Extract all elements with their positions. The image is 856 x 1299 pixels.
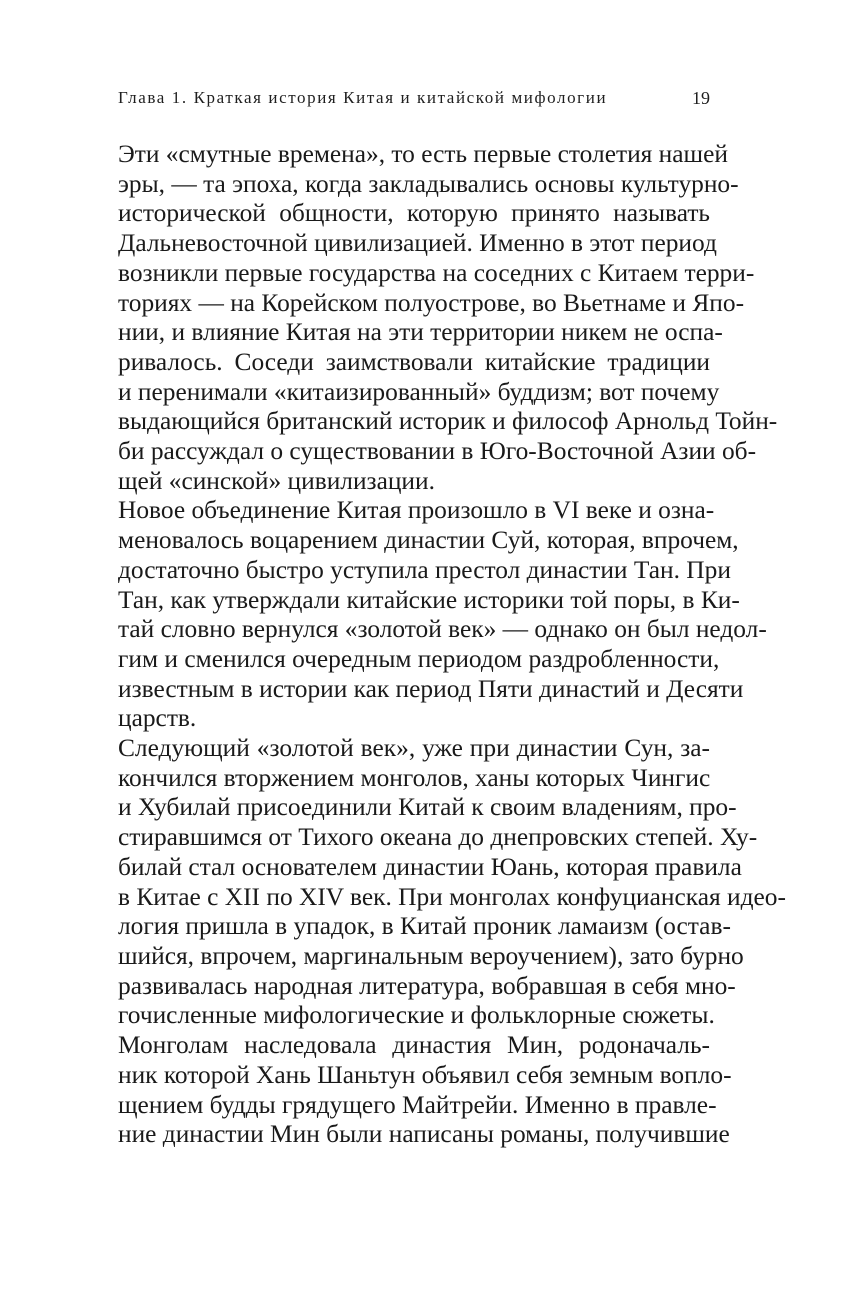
- text-line: ториях — на Корейском полуострове, во Вьетнаме и Япо-: [118, 288, 745, 317]
- text-line: Новое объединение Китая произошло в VI веке и озна-: [118, 496, 715, 525]
- text-line: возникли первые государства на соседних с Китаем терри-: [118, 258, 755, 287]
- text-line: гочисленные мифологические и фольклорные сюжеты.: [118, 1001, 715, 1030]
- text-line: Эти «смутные времена», то есть первые столетия нашей: [118, 140, 728, 168]
- text-line: царств.: [118, 704, 197, 733]
- text-line: ник которой Хань Шаньтун объявил себя земным вопло-: [118, 1060, 732, 1089]
- text-line: Тан, как утверждали китайские историки той поры, в Ки-: [118, 585, 740, 614]
- text-line: меновалось воцарением династии Суй, которая, впрочем,: [118, 526, 739, 555]
- body-text: [88, 140, 786, 1150]
- text-line: исторической общности, которую принято называть: [118, 199, 710, 228]
- text-line: эры, — та эпоха, когда закладывались основы культурно-: [118, 169, 739, 198]
- text-line: щением будды грядущего Майтрейи. Именно в правле-: [118, 1090, 717, 1119]
- text-line: билай стал основателем династии Юань, которая правила: [118, 852, 742, 881]
- paragraph: [88, 140, 778, 496]
- text-line: и Хубилай присоединили Китай к своим владениям, про-: [118, 793, 737, 822]
- text-line: би рассуждал о существовании в Юго-Восточной Азии об-: [118, 437, 757, 466]
- chapter-title: Глава 1. Краткая история Китая и китайской мифологии: [118, 88, 608, 107]
- text-line: Монголам наследовала династия Мин, родоначаль-: [118, 1031, 710, 1060]
- text-line: Дальневосточной цивилизацией. Именно в этот период: [118, 229, 717, 258]
- text-line: тай словно вернулся «золотой век» — однако он был недол-: [118, 615, 767, 644]
- text-line: достаточно быстро уступила престол династии Тан. При: [118, 555, 731, 584]
- paragraph: [88, 496, 767, 734]
- paragraph: [88, 1031, 732, 1150]
- text-line: шийся, впрочем, маргинальным вероучением), зато бурно: [118, 941, 744, 970]
- text-line: Следующий «золотой век», уже при династии Сун, за-: [118, 734, 710, 763]
- text-line: известным в истории как период Пяти династий и Десяти: [118, 674, 744, 703]
- text-line: ривалось. Соседи заимствовали китайские традиции: [118, 347, 710, 376]
- text-line: щей «синской» цивилизации.: [118, 466, 435, 495]
- text-line: и перенимали «китаизированный» буддизм; вот почему: [118, 377, 720, 406]
- text-line: стиравшимся от Тихого океана до днепровских степей. Ху-: [118, 823, 758, 852]
- text-line: нии, и влияние Китая на эти территории никем не оспа-: [118, 318, 723, 347]
- text-line: логия пришла в упадок, в Китай проник ламаизм (остав-: [118, 912, 731, 941]
- text-line: в Китае с XII по XIV век. При монголах конфуцианская идео-: [118, 882, 786, 911]
- paragraph: [88, 734, 786, 1031]
- text-line: гим и сменился очередным периодом раздробленности,: [118, 644, 720, 673]
- page-number: 19: [692, 88, 710, 108]
- text-line: ние династии Мин были написаны романы, получившие: [118, 1120, 730, 1149]
- text-line: выдающийся британский историк и философ Арнольд Тойн-: [118, 407, 778, 436]
- text-line: кончился вторжением монголов, ханы которых Чингис: [118, 763, 711, 792]
- text-line: развивалась народная литература, вобравшая в себя мно-: [118, 971, 736, 1000]
- running-header: [118, 88, 710, 114]
